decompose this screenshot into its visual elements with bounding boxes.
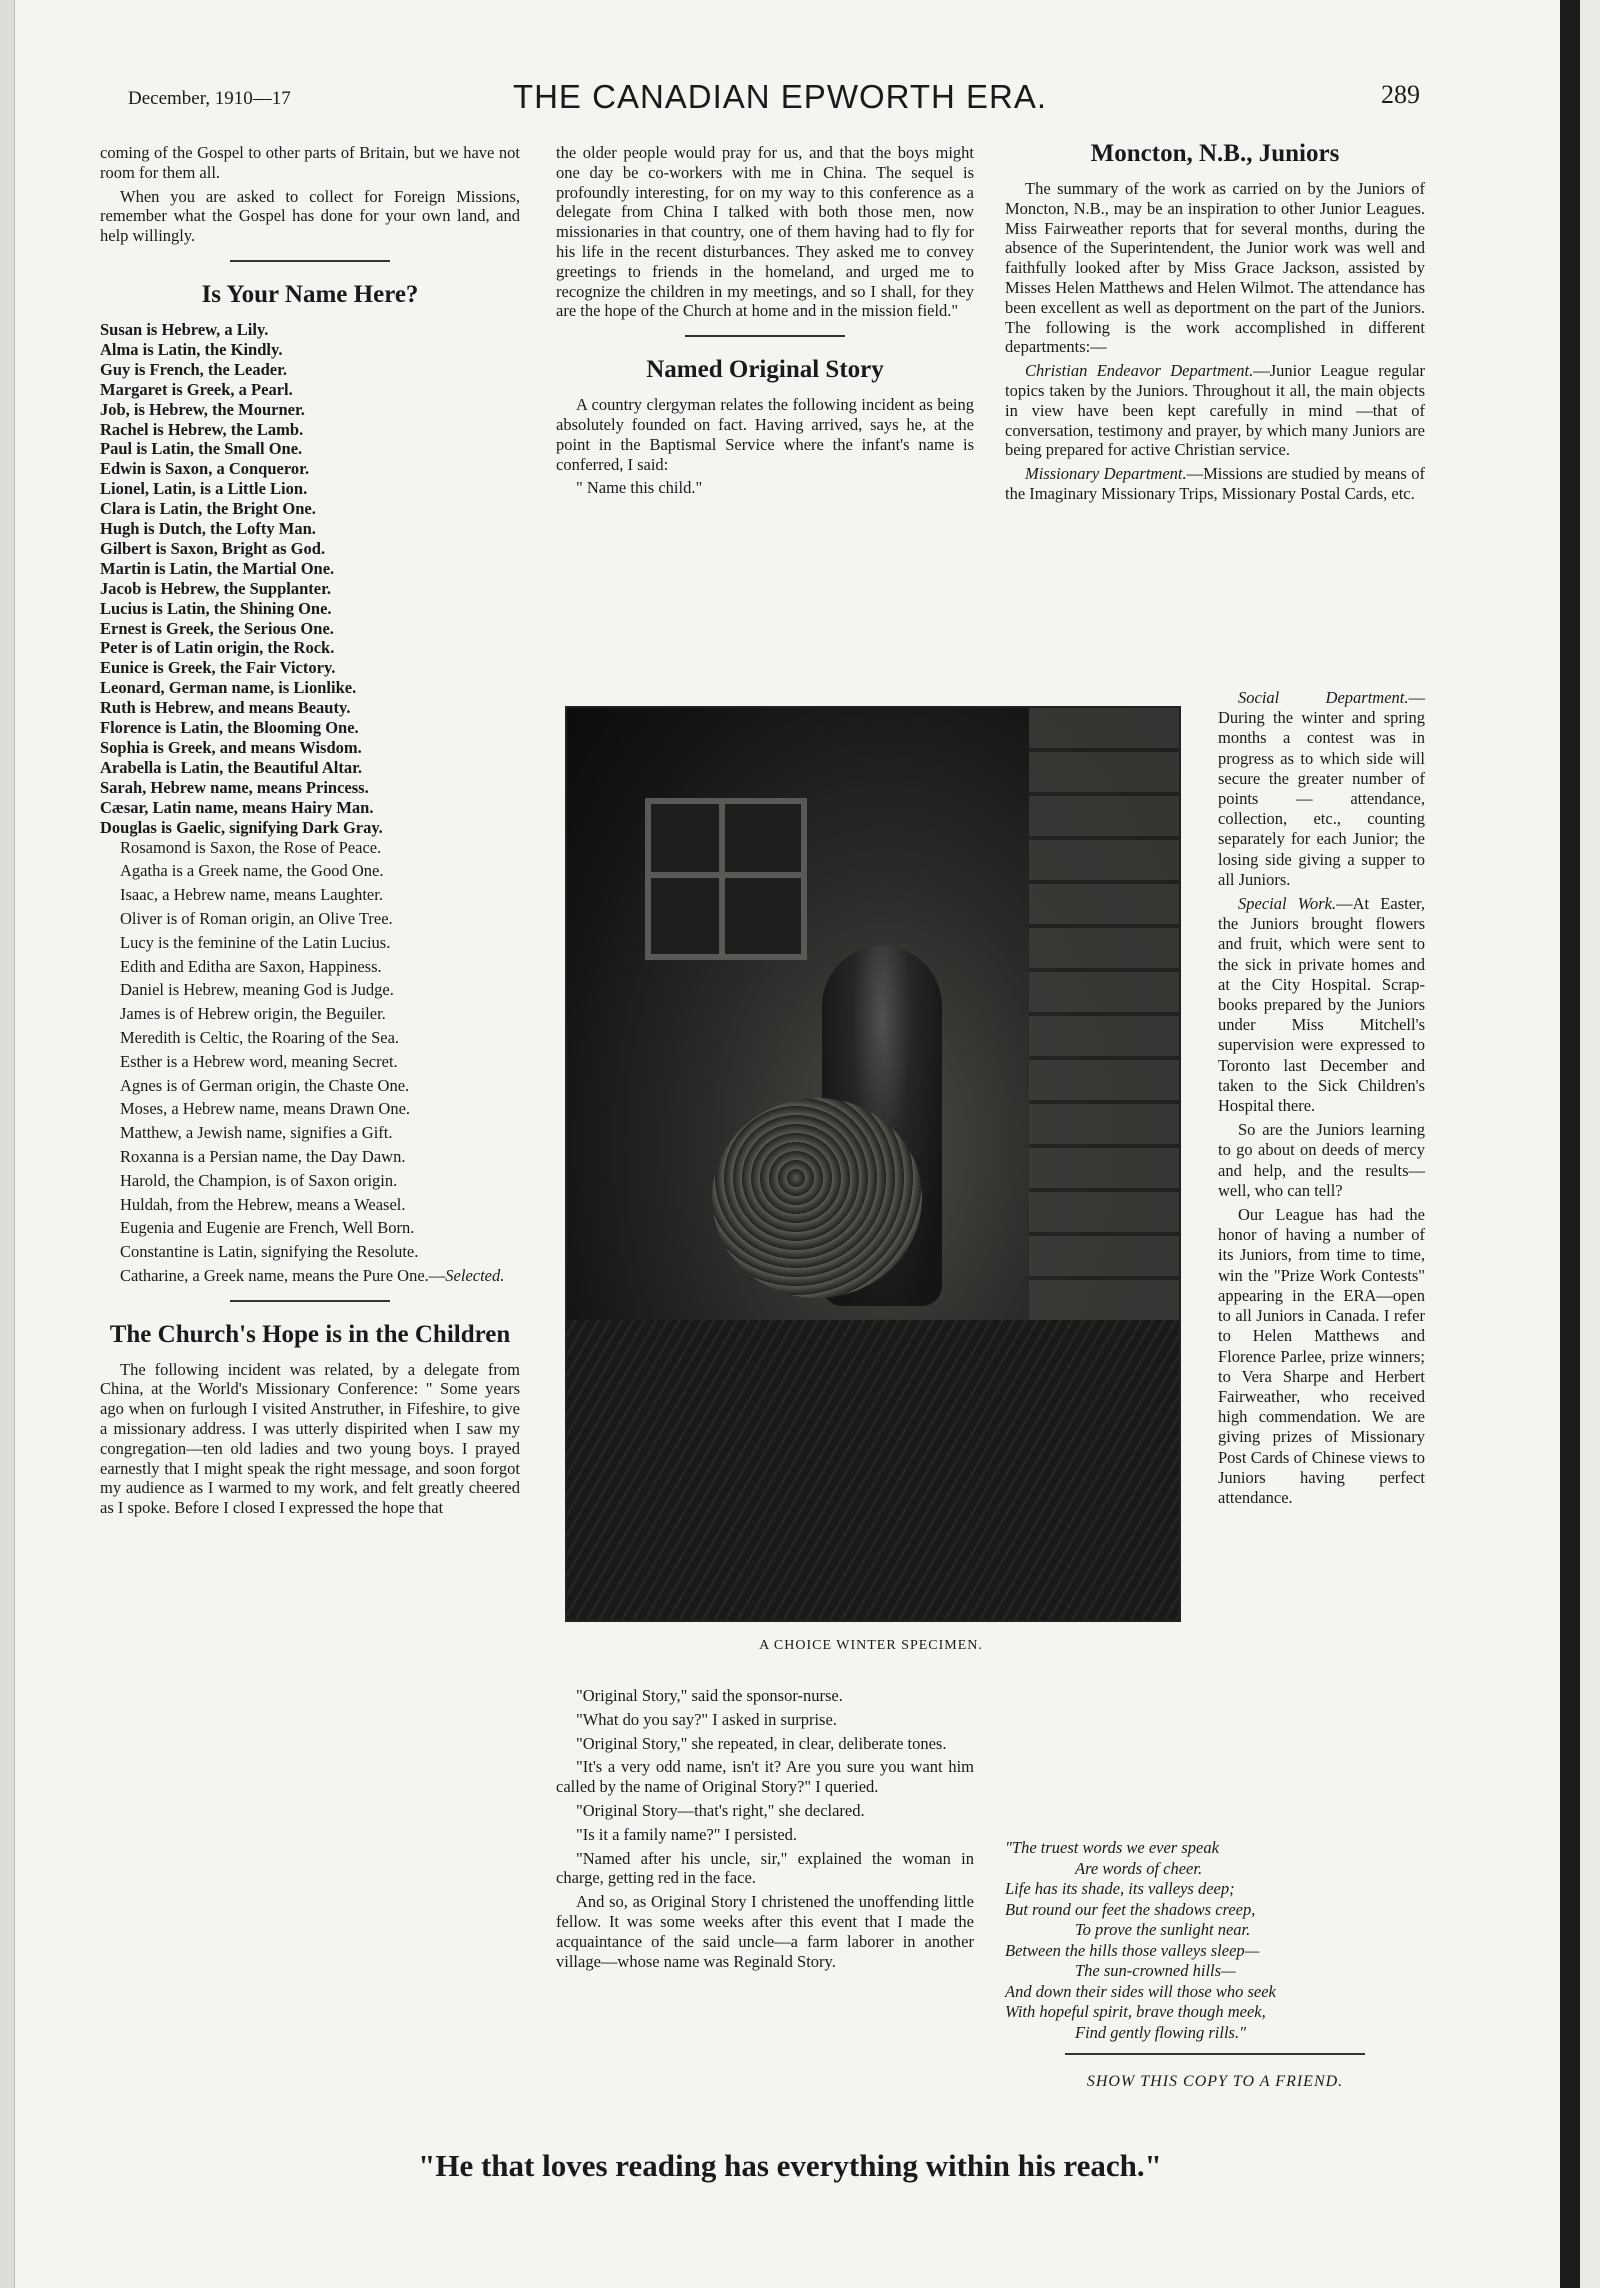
name-meaning-item: Constantine is Latin, signifying the Resolute.: [120, 1242, 419, 1262]
ce-paragraph: Christian Endeavor Department.—Junior League regular topics taken by the Juniors. Throughout it all, the main objects in view have been kept carefully in mind —that of conversation, testimony and prayer, by which many Juniors are being prepared for active Christian service.: [1005, 361, 1425, 460]
story-paragraph: And so, as Original Story I christened the unoffending little fellow. It was some weeks after this event that I made the acquaintance of the said uncle—a farm laborer in another village—whose name was Reginald Story.: [556, 1892, 974, 1971]
footer-motto: "He that loves reading has everything within his reach.": [418, 2148, 1162, 2183]
poem-line: The sun-crowned hills—: [1075, 1961, 1236, 1980]
name-meaning-item: Douglas is Gaelic, signifying Dark Gray.: [100, 817, 383, 837]
name-meaning-item: Huldah, from the Hebrew, means a Weasel.: [120, 1194, 406, 1214]
selected-credit: Selected.: [445, 1265, 505, 1285]
story-paragraph: "It's a very odd name, isn't it? Are you sure you want him called by the name of Original Story?" I queried.: [556, 1757, 974, 1797]
photo-caption: A CHOICE WINTER SPECIMEN.: [759, 1638, 983, 1653]
divider: [685, 335, 845, 337]
poem-block: [1005, 1838, 1425, 2093]
poem-line: And down their sides will those who seek: [1005, 1981, 1276, 2001]
name-meaning-item: Alma is Latin, the Kindly.: [100, 339, 283, 359]
name-meaning-item: Sophia is Greek, and means Wisdom.: [100, 738, 362, 758]
name-meaning-item: Florence is Latin, the Blooming One.: [100, 718, 359, 738]
photo-window: [645, 798, 807, 960]
name-meaning-item: Lucius is Latin, the Shining One.: [100, 598, 332, 618]
name-meaning-item: Peter is of Latin origin, the Rock.: [100, 638, 335, 658]
story-paragraph: A country clergyman relates the following incident as being absolutely founded on fact. Having arrived, says he, at the point in the Baptismal Service where the infant's name is conferred, I said:: [556, 395, 974, 474]
name-meaning-item: Jacob is Hebrew, the Supplanter.: [100, 578, 332, 598]
page-number: 289: [1381, 80, 1420, 109]
poem-line: To prove the sunlight near.: [1075, 1920, 1251, 1939]
poem-line: But round our feet the shadows creep,: [1005, 1899, 1256, 1919]
publication-title: THE CANADIAN EPWORTH ERA.: [512, 78, 1048, 115]
names-heading: Is Your Name Here?: [201, 280, 419, 308]
binding-spine: [0, 0, 15, 2288]
name-meaning-item: Gilbert is Saxon, Bright as God.: [100, 538, 326, 558]
page-header: [0, 78, 1580, 118]
name-meaning-item: Paul is Latin, the Small One.: [100, 439, 303, 459]
story-heading: Named Original Story: [646, 356, 884, 384]
photo-wall: [1029, 708, 1179, 1388]
name-meaning-item: James is of Hebrew origin, the Beguiler.: [120, 1004, 386, 1024]
names-list: [100, 320, 520, 838]
story-paragraph: "Original Story," said the sponsor-nurse.: [576, 1686, 843, 1705]
special-paragraph: Special Work.—At Easter, the Juniors brought flowers and fruit, which were sent to the sick in private homes and at the City Hospital. Scrap-books prepared by the Juniors under Miss Mitchell's supervision were expressed to Toronto last December and taken to the Sick Children's Hospital there.: [1218, 894, 1425, 1116]
intro-paragraph: coming of the Gospel to other parts of Britain, but we have not room for them all.: [100, 143, 520, 182]
name-meaning-item: Clara is Latin, the Bright One.: [100, 499, 316, 519]
name-meaning-item: Susan is Hebrew, a Lily.: [100, 319, 269, 339]
name-meaning-item: Rosamond is Saxon, the Rose of Peace.: [120, 837, 382, 857]
names-continued: [100, 838, 520, 1262]
name-meaning-item: Edith and Editha are Saxon, Happiness.: [120, 956, 382, 976]
story-paragraph: "What do you say?" I asked in surprise.: [576, 1709, 837, 1729]
name-meaning-item: Martin is Latin, the Martial One.: [100, 558, 335, 578]
name-meaning-item: Guy is French, the Leader.: [100, 359, 288, 379]
our-league-paragraph: Our League has had the honor of having a number of its Juniors, from time to time, win the "Prize Work Contests" appearing in the ERA—open to all Juniors in Canada. I refer to Helen Matthews and Florence Parlee, prize winners; to Vera Sharpe and Herbert Fairweather, who received high commendation. We are giving prizes of Missionary Post Cards of Chinese views to Juniors having perfect attendance.: [1218, 1205, 1425, 1507]
intro-paragraph: When you are asked to collect for Foreign Missions, remember what the Gospel has done for your own land, and help willingly.: [100, 186, 520, 246]
name-meaning-item: Harold, the Champion, is of Saxon origin.: [120, 1170, 398, 1190]
name-meaning-item: Cæsar, Latin name, means Hairy Man.: [100, 797, 374, 817]
church-hope-continued: the older people would pray for us, and that the boys might one day be co-workers with me in China. The sequel is profoundly interesting, for on my way to this conference as a delegate from China I talked with both those men, now missionaries in that country, one of them having had to fly for his life in the recent disturbances. They asked me to convey greetings to friends in the homeland, and urged me to recognize the children in my meetings, and so I shall, for they are the hope of the Church at home and in the mission field.": [556, 143, 974, 321]
name-meaning-item: Sarah, Hebrew name, means Princess.: [100, 777, 369, 797]
name-meaning-item: Lucy is the feminine of the Latin Lucius.: [120, 932, 391, 952]
name-meaning-item: Rachel is Hebrew, the Lamb.: [100, 419, 304, 439]
poem-line: Life has its shade, its valleys deep;: [1005, 1879, 1235, 1898]
social-paragraph: Social Department.—During the winter and spring months a contest was in progress as to which side will secure the greater number of points — attendance, collection, etc., counting separately for each Junior; the losing side giving a supper to all Juniors.: [1218, 688, 1425, 889]
church-hope-heading: The Church's Hope is in the Children: [109, 1320, 511, 1348]
church-hope-paragraph: The following incident was related, by a delegate from China, at the World's Missionary Conference: " Some years ago when on furlough I visited Anstruther, in Fifeshire, to give a missionary address. I was utterly dispirited when I saw my congregation—ten old ladies and two young boys. I prayed earnestly that I might speak the right message, and soon forgot my audience as I warmed to my work, and felt greatly cheered as I spoke. Before I closed I expressed the hope that: [100, 1359, 520, 1518]
moncton-paragraph: The summary of the work as carried on by the Juniors of Moncton, N.B., may be an inspiration to other Junior Leagues. Miss Fairweather reports that for several months, during the absence of the Superintendent, the Junior work was well and faithfully looked after by Miss Grace Jackson, assisted by Misses Helen Matthews and Helen Wilmot. The attendance has been excellent as well as deportment on the part of the Juniors. The following is the work accomplished in different departments:—: [1005, 179, 1425, 357]
name-meaning-item: Job, is Hebrew, the Mourner.: [100, 399, 305, 419]
poem-line: Find gently flowing rills.": [1075, 2022, 1247, 2042]
name-meaning-item: Ruth is Hebrew, and means Beauty.: [100, 698, 351, 718]
issue-date: December, 1910—17: [128, 88, 291, 109]
show-copy-notice: SHOW THIS COPY TO A FRIEND.: [1086, 2073, 1344, 2090]
column-right: [1005, 140, 1425, 508]
photograph: [565, 706, 1181, 1622]
photo-turkey: [712, 1098, 922, 1298]
name-meaning-item: Margaret is Greek, a Pearl.: [100, 379, 293, 399]
name-meaning-item: Meredith is Celtic, the Roaring of the Sea.: [120, 1027, 400, 1047]
names-last-item: Catharine, a Greek name, means the Pure One.—Selected.: [120, 1265, 505, 1285]
story-paragraph: "Is it a family name?" I persisted.: [576, 1824, 798, 1844]
missionary-paragraph: Missionary Department.—Missions are studied by means of the Imaginary Missionary Trips, Missionary Postal Cards, etc.: [1005, 464, 1425, 503]
story-paragraph: " Name this child.": [576, 478, 703, 498]
name-meaning-item: Isaac, a Hebrew name, means Laughter.: [120, 885, 383, 905]
poem-line: With hopeful spirit, brave though meek,: [1005, 2002, 1266, 2021]
name-meaning-item: Agatha is a Greek name, the Good One.: [120, 861, 384, 881]
name-meaning-item: Oliver is of Roman origin, an Olive Tree.: [120, 908, 393, 928]
poem: [1005, 1838, 1425, 2043]
name-meaning-item: Eunice is Greek, the Fair Victory.: [100, 658, 336, 678]
photo-straw: [567, 1320, 1179, 1620]
poem-line: Are words of cheer.: [1075, 1858, 1203, 1878]
name-meaning-item: Edwin is Saxon, a Conqueror.: [100, 459, 310, 479]
column-left: [100, 143, 520, 1522]
name-meaning-item: Esther is a Hebrew word, meaning Secret.: [120, 1051, 398, 1071]
name-meaning-item: Eugenia and Eugenie are French, Well Born.: [120, 1218, 415, 1238]
name-meaning-item: Arabella is Latin, the Beautiful Altar.: [100, 757, 363, 777]
divider: [1065, 2053, 1365, 2055]
name-meaning-item: Matthew, a Jewish name, signifies a Gift.: [120, 1123, 393, 1143]
name-meaning-item: Hugh is Dutch, the Lofty Man.: [100, 519, 316, 539]
column-right-narrow: [1218, 688, 1425, 1512]
name-meaning-item: Ernest is Greek, the Serious One.: [100, 618, 334, 638]
poem-line: Between the hills those valleys sleep—: [1005, 1940, 1260, 1960]
name-meaning-item: Agnes is of German origin, the Chaste One.: [120, 1075, 410, 1095]
poem-line: "The truest words we ever speak: [1005, 1838, 1219, 1857]
divider: [230, 1300, 390, 1302]
story-continued: [556, 1686, 974, 1975]
page-edge: [1560, 0, 1580, 2288]
moncton-heading: Moncton, N.B., Juniors: [1090, 140, 1340, 167]
name-meaning-item: Roxanna is a Persian name, the Day Dawn.: [120, 1146, 406, 1166]
story-paragraph: "Original Story—that's right," she declared.: [576, 1800, 865, 1820]
name-meaning-item: Moses, a Hebrew name, means Drawn One.: [120, 1099, 411, 1119]
column-middle: [556, 143, 974, 502]
name-meaning-item: Daniel is Hebrew, meaning God is Judge.: [120, 980, 394, 1000]
story-paragraph: "Original Story," she repeated, in clear, deliberate tones.: [576, 1733, 947, 1753]
so-paragraph: So are the Juniors learning to go about on deeds of mercy and help, and the results—well, who can tell?: [1218, 1120, 1425, 1200]
name-meaning-item: Leonard, German name, is Lionlike.: [100, 678, 357, 698]
story-paragraph: "Named after his uncle, sir," explained the woman in charge, getting red in the face.: [556, 1848, 974, 1888]
divider: [230, 260, 390, 262]
name-meaning-item: Lionel, Latin, is a Little Lion.: [100, 479, 308, 499]
